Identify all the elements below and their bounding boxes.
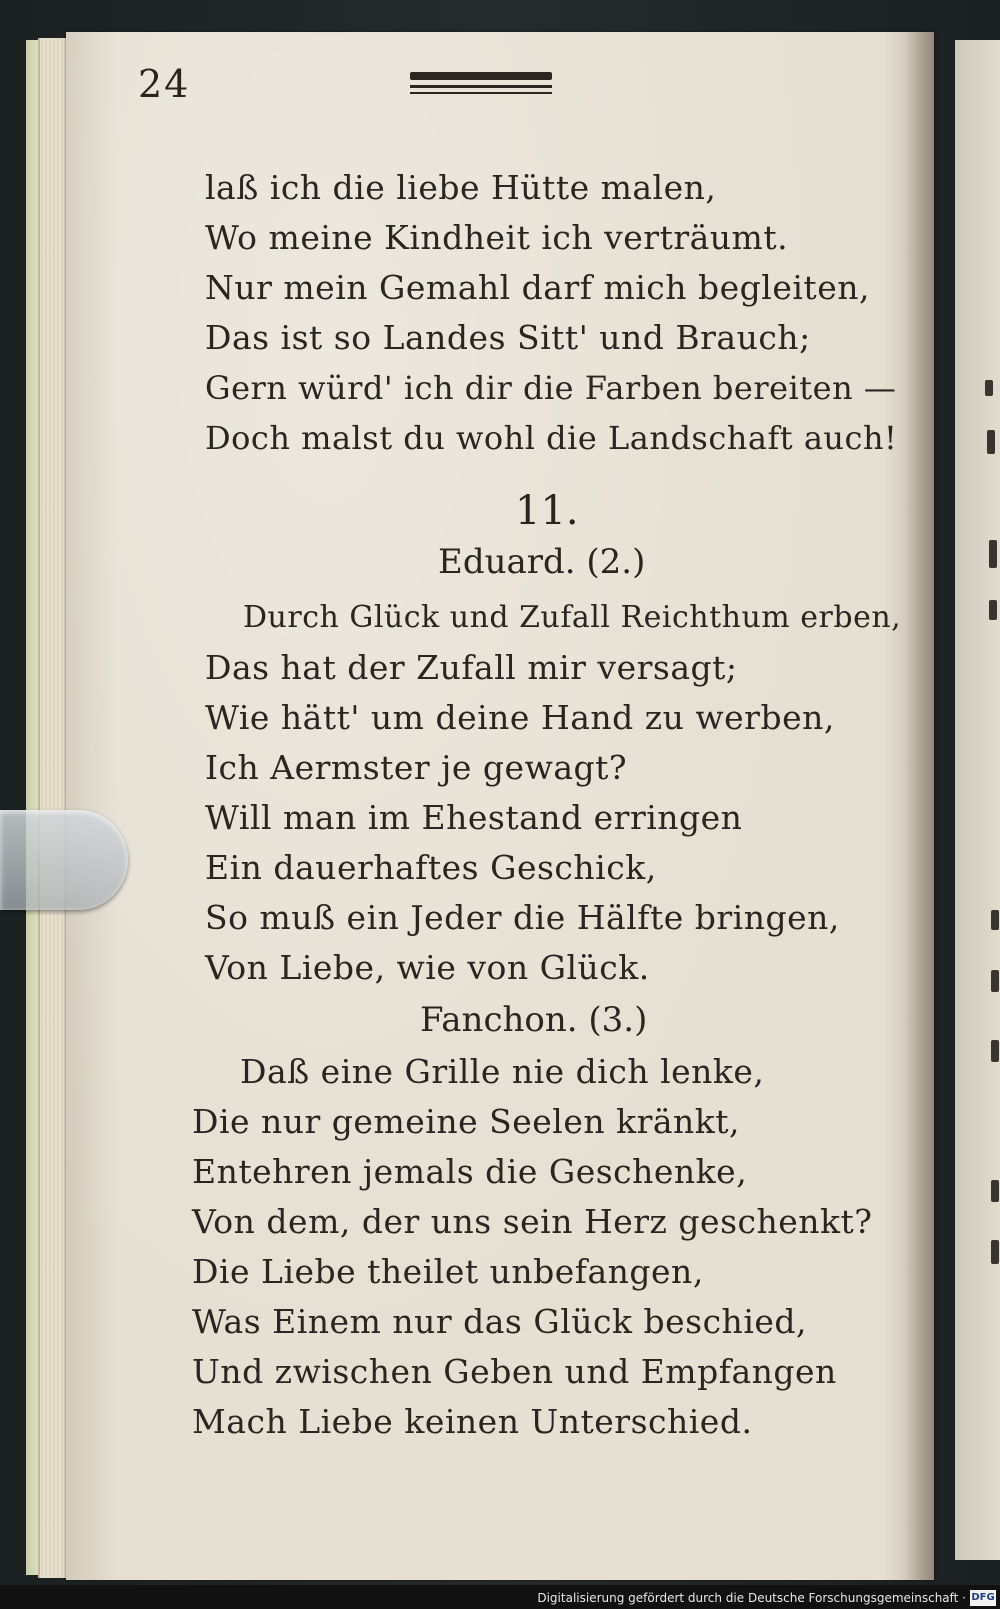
verse-line: Wo meine Kindheit ich verträumt. bbox=[205, 218, 789, 257]
next-page-mark bbox=[991, 1180, 999, 1202]
verse-line: Das ist so Landes Sitt' und Brauch; bbox=[205, 318, 811, 357]
next-page-mark bbox=[985, 380, 993, 396]
verse-line: Will man im Ehestand erringen bbox=[205, 798, 743, 837]
verse-line: Von Liebe, wie von Glück. bbox=[205, 948, 650, 987]
verse-line: Wie hätt' um deine Hand zu werben, bbox=[205, 698, 835, 737]
verse-line: Von dem, der uns sein Herz geschenkt? bbox=[192, 1202, 873, 1241]
next-page-mark bbox=[991, 1240, 999, 1264]
verse-line: Nur mein Gemahl darf mich begleiten, bbox=[205, 268, 870, 307]
verse-line: Entehren jemals die Geschenke, bbox=[192, 1152, 748, 1191]
section-number: 11. bbox=[515, 488, 579, 534]
dfg-logo: DFG bbox=[970, 1590, 996, 1606]
next-page-mark bbox=[991, 910, 999, 930]
fanchon-heading: Fanchon. (3.) bbox=[420, 1000, 648, 1040]
verse-line: Was Einem nur das Glück beschied, bbox=[192, 1302, 808, 1341]
page-gutter-shadow bbox=[904, 32, 934, 1580]
header-ornament bbox=[410, 72, 552, 96]
verse-line: Daß eine Grille nie dich lenke, bbox=[240, 1052, 765, 1091]
verse-line: Ich Aermster je gewagt? bbox=[205, 748, 628, 787]
verse-line: Doch malst du wohl die Landschaft auch! bbox=[205, 419, 898, 457]
verse-line: So muß ein Jeder die Hälfte bringen, bbox=[205, 898, 840, 937]
verse-line: Ein dauerhaftes Geschick, bbox=[205, 848, 657, 887]
eduard-heading: Eduard. (2.) bbox=[438, 542, 646, 582]
verse-line: laß ich die liebe Hütte malen, bbox=[205, 168, 717, 207]
verse-line: Und zwischen Geben und Empfangen bbox=[192, 1352, 837, 1391]
footer-credit: Digitalisierung gefördert durch die Deutsche Forschungsgemeinschaft · bbox=[537, 1591, 966, 1605]
next-page-mark bbox=[991, 970, 999, 992]
verse-line: Das hat der Zufall mir versagt; bbox=[205, 648, 738, 687]
verse-line: Mach Liebe keinen Unterschied. bbox=[192, 1402, 753, 1441]
page-number: 24 bbox=[138, 62, 191, 106]
next-page-mark bbox=[987, 430, 995, 454]
verse-line: Durch Glück und Zufall Reichthum erben, bbox=[243, 600, 902, 635]
verse-line: Die Liebe theilet unbefangen, bbox=[192, 1252, 704, 1291]
verse-line: Gern würd' ich dir die Farben bereiten — bbox=[205, 369, 897, 407]
next-page-mark bbox=[989, 600, 997, 620]
verse-line: Die nur gemeine Seelen kränkt, bbox=[192, 1102, 741, 1141]
next-page-mark bbox=[989, 540, 997, 568]
page-clip bbox=[0, 810, 128, 910]
next-page-edge bbox=[955, 40, 1000, 1560]
next-page-mark bbox=[991, 1040, 999, 1062]
